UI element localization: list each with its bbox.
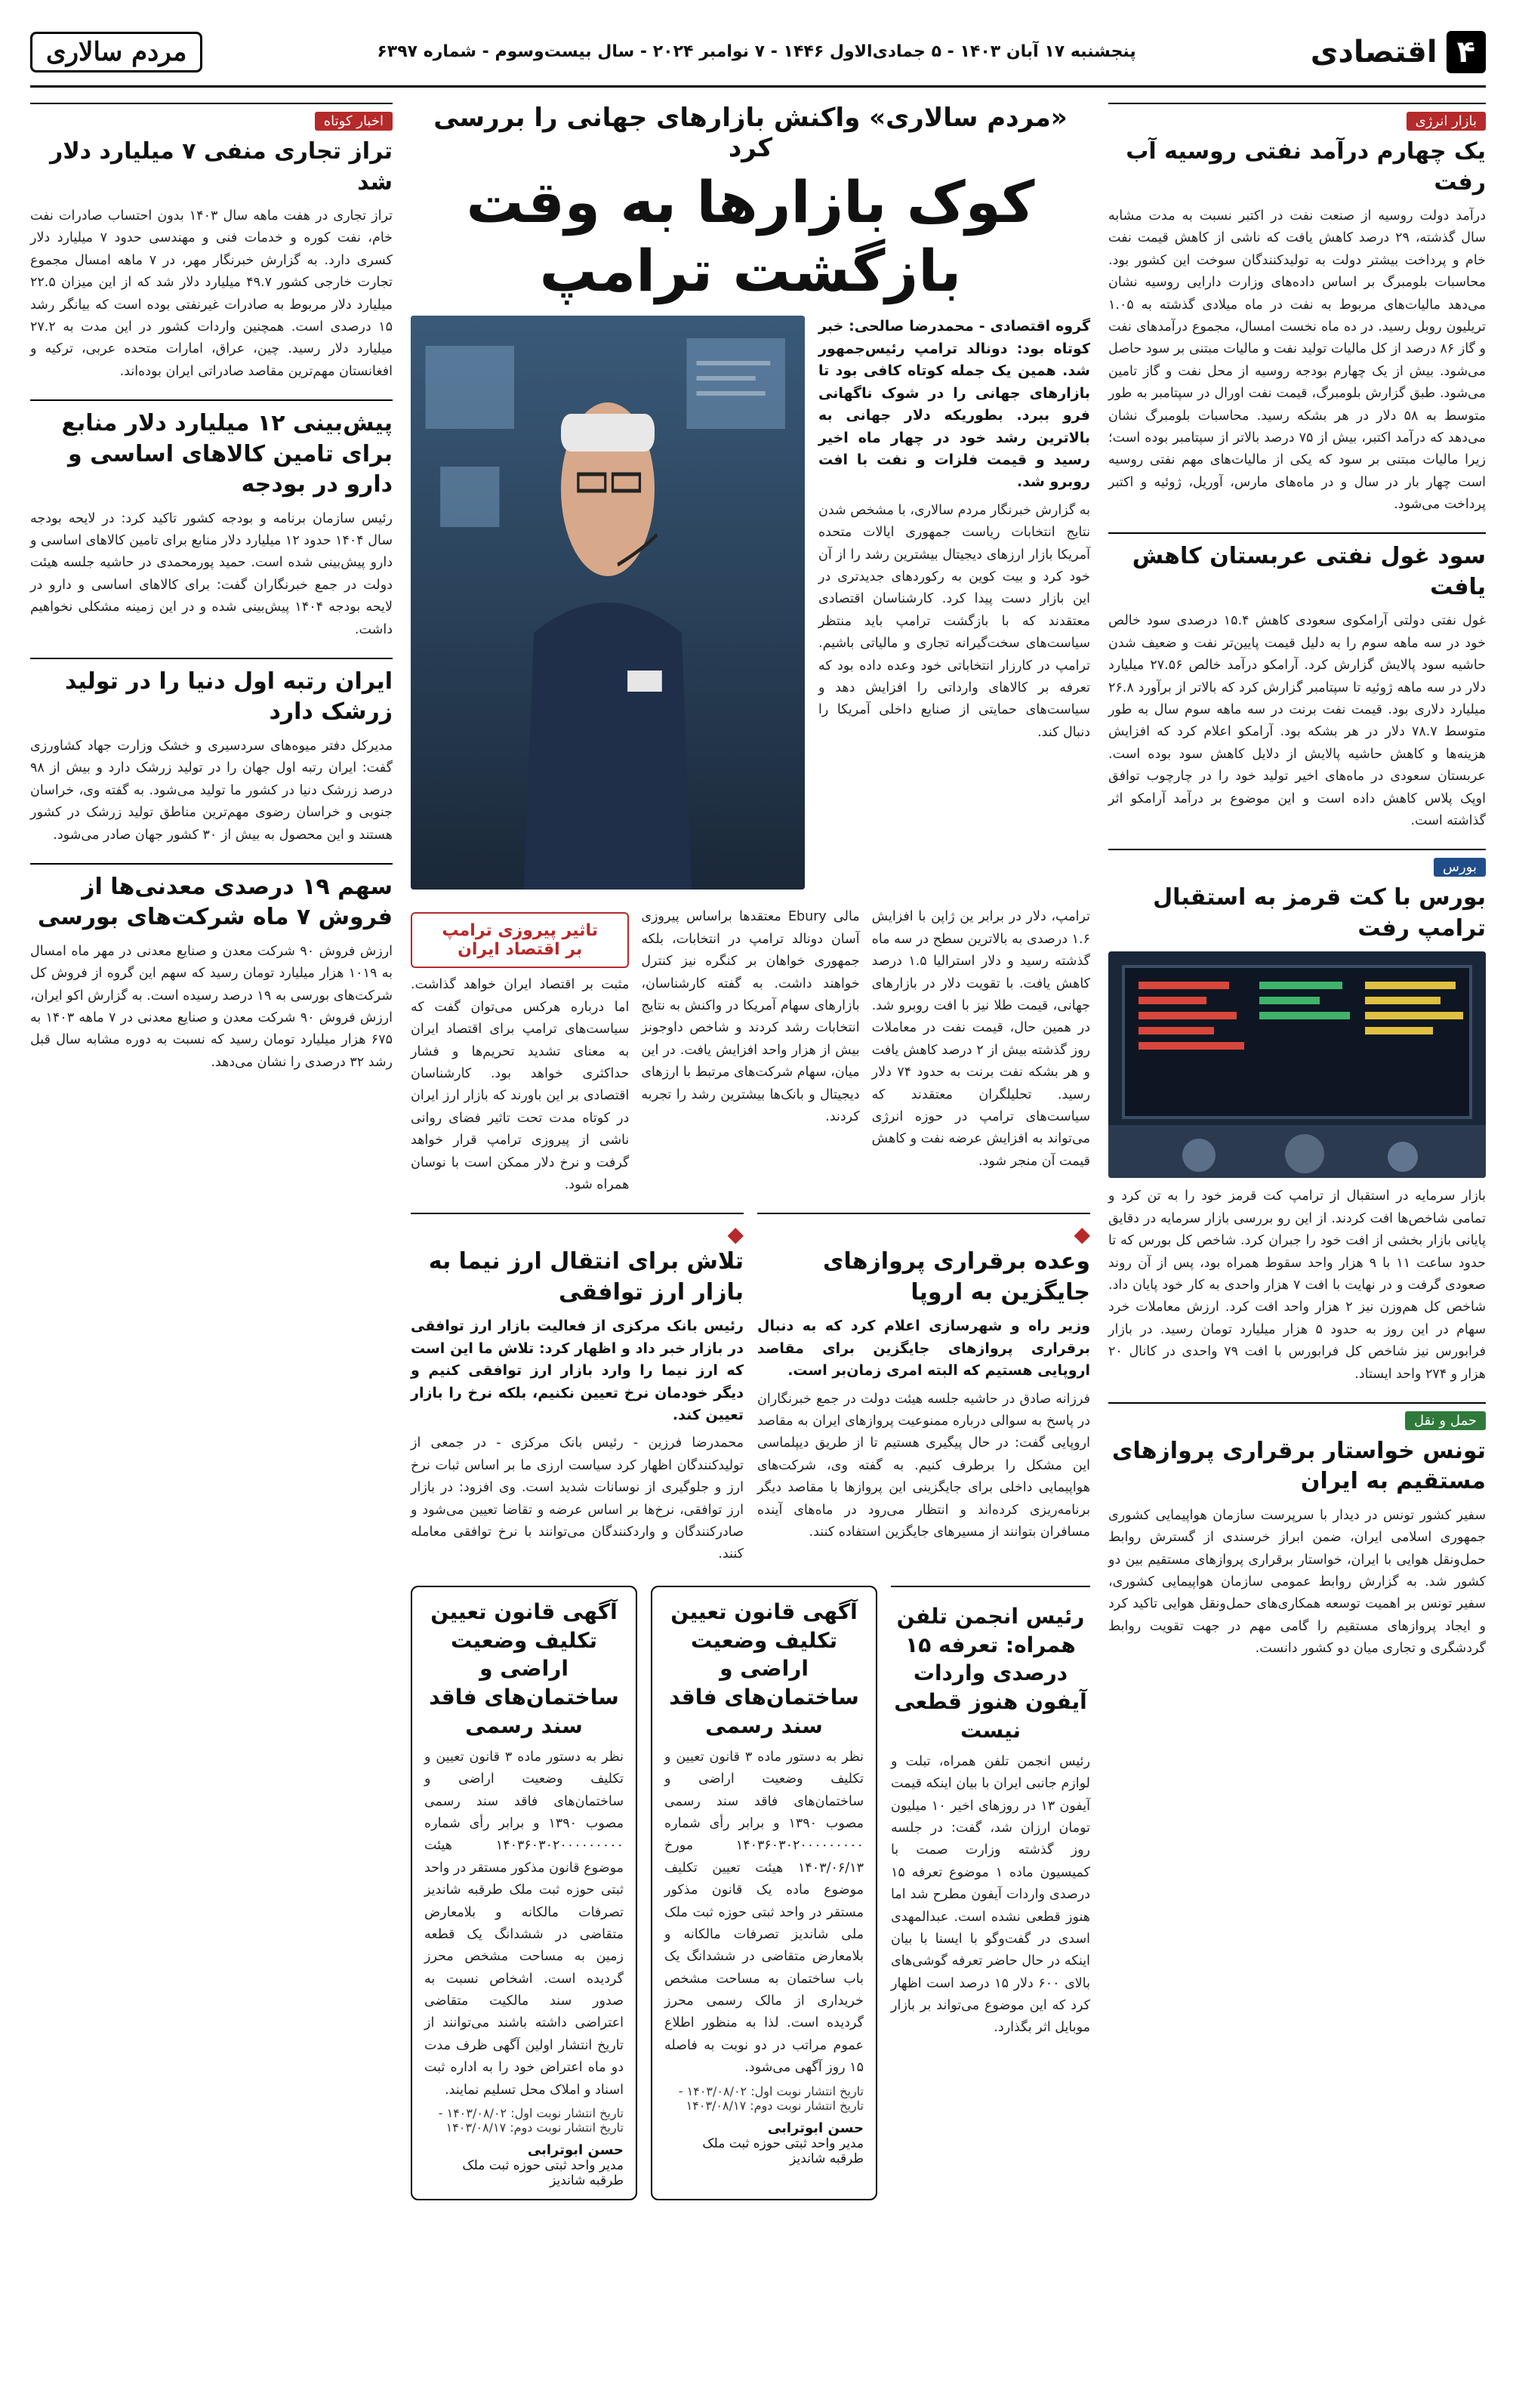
story-russia-oil: [1108, 103, 1486, 516]
notice-signatory-title: مدیر واحد ثبتی حوزه ثبت ملک طرقبه شاندیز: [702, 2135, 864, 2166]
trader-photo: [411, 316, 805, 890]
story-headline: ایران رتبه اول دنیا را در تولید زرشک دارد: [64, 668, 393, 726]
story-headline: تلاش برای انتقال ارز نیما به بازار ارز توافقی: [428, 1248, 744, 1306]
story-kicker: حمل و نقل: [1405, 1411, 1486, 1430]
lead-layout: [411, 316, 1090, 890]
story-kicker: بازار انرژی: [1407, 112, 1486, 131]
story-budget: [30, 399, 393, 641]
lead-headline: کوک بازارها به وقت بازگشت ترامپ: [466, 168, 1035, 305]
notice-title: آگهی قانون تعیین تکلیف وضعیت اراضی و ساختمان‌های فاقد سند رسمی: [429, 1599, 619, 1738]
story-headline: رئیس انجمن تلفن همراه: تعرفه ۱۵ درصدی واردات آیفون هنوز قطعی نیست: [894, 1603, 1087, 1743]
brand-logo: مردم سالاری: [30, 32, 202, 72]
bullet-icon: ◆: [727, 1222, 744, 1247]
lead-summary: گروه اقتصادی - محمدرضا صالحی: خبر کوتاه بود: دونالد ترامپ رئیس‌جمهور شد. همین یک جمله کوتاه کافی بود تا بازارهای جهانی را در شوک ناگهانی فرو ببرد. بطوریکه دلار جهانی به بالاترین رشد خود در چهار ماه اخیر رسید و قیمت فلزات و نفت با افت روبرو شد.: [818, 318, 1090, 491]
story-aramco: [1108, 532, 1486, 832]
lead-text: [818, 316, 1090, 890]
main-column: [411, 103, 1090, 2398]
subhead-title: تاثیر پیروزی ترامپ: [442, 921, 598, 941]
story-tunisia: [1108, 1402, 1486, 1660]
left-column: [30, 103, 393, 2398]
story-body: سفیر کشور تونس در دیدار با سرپرست سازمان هواپیمایی کشوری جمهوری اسلامی ایران، ضمن ابراز خرسندی از گسترش روابط حمل‌ونقل هوایی با ایران، خواستار برقراری پروازهای مستقیم بین دو کشور شد. به گزارش روابط عمومی سازمان هواپیمایی کشوری، سفیر تونس بر اهمیت توسعه همکاری‌های حمل‌ونقل هوایی تاکید کرد و ایجاد پروازهای مستقیم را گامی مهم در جهت تقویت روابط گردشگری و تجاری میان دو کشور دانست.: [1108, 1507, 1486, 1657]
legal-notice-1: [651, 1586, 877, 2200]
notice-body: نظر به دستور ماده ۳ قانون تعیین و تکلیف وضعیت اراضی و ساختمان‌های فاقد سند رسمی مصوب ۱۳۹۰ و برابر رأی شماره ۱۴۰۳۶۰۳۰۲۰۰۰۰۰۰۰۰۰ مورخ ۱۴۰۳/۰۶/۱۳ هیئت تعیین تکلیف موضوع ماده یک قانون مذکور مستقر در واحد ثبتی حوزه ثبت ملک ملی شاندیز تصرفات مالکانه و بلامعارض متقاضی در ششدانگ یک باب ساختمان به مساحت مشخص خریداری از مالک رسمی محرز گردیده است. لذا به منظور اطلاع عموم مراتب در دو نوبت به فاصله ۱۵ روز آگهی می‌شود.: [664, 1749, 864, 2076]
story-nima-fx: [411, 1213, 744, 1566]
notice-signatory: حسن ابوترابی: [527, 2142, 624, 2159]
legal-notice-2: [411, 1586, 637, 2200]
lead-continuation: [411, 906, 1090, 1196]
story-body: بازار سرمایه در استقبال از ترامپ کت قرمز خود را به تن کرد و تمامی شاخص‌ها افت کردند. از این رو بررسی بازار سرمایه در دقایق پایانی بازار بخشی از افت خود را جبران کرد. شاخص کل بورس که تا حدود ساعت ۱۱ با ۹ هزار واحد سقوط همراه بود، پس از آن روند صعودی گرفت و در نهایت با افت ۷ هزار واحدی به کار خود پایان داد. شاخص کل هم‌وزن نیز ۲ هزار واحد افت کرد. ارزش معاملات خرد سهام در این روز به حدود ۵ هزار میلیارد تومان رسید. در بازار فرابورس نیز شاخص کل فرابورس با افت ۷۹ واحدی در کانال ۲۰ هزار و ۲۷۴ واحد ایستاد.: [1108, 1189, 1486, 1382]
masthead: [30, 18, 1486, 88]
notice-signatory: حسن ابوترابی: [767, 2120, 864, 2136]
dateline: پنجشنبه ۱۷ آبان ۱۴۰۳ - ۵ جمادی‌الاول ۱۴۴۶ - ۷ نوامبر ۲۰۲۴ - سال بیست‌وسوم - شماره ۶۳۹۷: [377, 42, 1136, 61]
section-title: اقتصادی: [1310, 34, 1437, 69]
notice-body: نظر به دستور ماده ۳ قانون تعیین و تکلیف وضعیت اراضی و ساختمان‌های فاقد سند رسمی مصوب ۱۳۹۰ و برابر رأی شماره ۱۴۰۳۶۰۳۰۲۰۰۰۰۰۰۰۰۰ هیئت موضوع قانون مذکور مستقر در واحد ثبتی حوزه ثبت ملک طرقبه شاندیز تصرفات مالکانه و بلامعارض متقاضی در ششدانگ یک قطعه زمین به مساحت مشخص محرز گردیده است. اشخاص نسبت به صدور سند مالکیت متقاضی اعتراضی داشته باشند می‌توانند از تاریخ انتشار اولین آگهی ظرف مدت دو ماه اعتراض خود را به اداره ثبت اسناد و املاک محل تسلیم نمایند.: [424, 1749, 624, 2098]
story-headline: تراز تجاری منفی ۷ میلیارد دلار شد: [50, 138, 393, 196]
story-headline: وعده برقراری پروازهای جایگزین به اروپا: [822, 1248, 1090, 1306]
secondary-stories: [411, 1213, 1090, 1566]
subhead-box: [411, 912, 629, 968]
story-lead: رئیس بانک مرکزی از فعالیت بازار ارز توافقی در بازار خبر داد و اظهار کرد: تلاش ما این است که ارز نیما را وارد بازار ارز توافقی کنیم و دیگر خودمان نرخ تعیین نکنیم، بلکه نرخ را بازار تعیین کند.: [411, 1318, 744, 1424]
lead-story: [411, 103, 1090, 890]
story-body: مدیرکل دفتر میوه‌های سردسیری و خشک وزارت جهاد کشاورزی گفت: ایران رتبه اول جهان را در تولید زرشک دارد و بیش از ۹۸ درصد زرشک دنیا در کشور ما تولید می‌شود. به گفته وی، خراسان جنوبی و خراسان رضوی مهم‌ترین مناطق تولید زرشک در کشور هستند و این محصول به بیش از ۳۰ کشور جهان صادر می‌شود.: [30, 738, 393, 843]
story-body: محمدرضا فرزین - رئیس بانک مرکزی - در جمعی از تولیدکنندگان اظهار کرد سیاست ارزی ما بر اساس ثبات نرخ ارز و جلوگیری از نوسانات شدید است. وی افزود: در بازار ارز توافقی، نرخ‌ها بر اساس عرضه و تقاضا تعیین می‌شود و صادرکنندگان و واردکنندگان می‌توانند با نرخ توافقی معامله کنند.: [411, 1435, 744, 1562]
story-body: غول نفتی دولتی آرامکوی سعودی کاهش ۱۵.۴ درصدی سود خالص خود در سه ماهه سوم را به دلیل قیمت پایین‌تر نفت و ضعیف شدن حاشیه سود پالایش گزارش کرد. آرامکو درآمد خالص ۲۷.۵۶ میلیارد دلار در سه ماهه ژوئیه تا سپتامبر گزارش کرد که بالاتر از برآورد ۲۶.۸ میلیارد دلاری بود. قیمت نفت برنت در سه ماهه سوم سال به طور متوسط ۷۸.۷ دلار در هر بشکه بود. آرامکو اعلام کرد که افزایش هزینه‌ها و کاهش حاشیه پالایش از دلایل کاهش سود بوده است. عربستان سعودی در ماه‌های اخیر تولید خود را در چارچوب توافق اوپک پلاس کاهش داده است و این موضوع بر درآمد آرامکو اثر گذاشته است.: [1108, 613, 1487, 828]
story-bourse: [1108, 849, 1486, 1386]
notice-title: آگهی قانون تعیین تکلیف وضعیت اراضی و ساختمان‌های فاقد سند رسمی: [669, 1599, 859, 1738]
story-lead: وزیر راه و شهرسازی اعلام کرد که به دنبال برقراری پروازهای جایگزین برای مقاصد اروپایی هستیم که البته امری زمان‌بر است.: [757, 1318, 1090, 1380]
story-body: رئیس سازمان برنامه و بودجه کشور تاکید کرد: در لایحه بودجه سال ۱۴۰۴ حدود ۱۲ میلیارد دلار منابع برای تامین کالاهای اساسی و دارو پیش‌بینی شده است. حمید پورمحمدی در حاشیه جلسه هیئت دولت در جمع خبرنگاران گفت: برای کالاهای اساسی و دارو در لایحه بودجه ۱۴۰۴ پیش‌بینی شده و در این زمینه مشکلی نخواهیم داشت.: [29, 510, 393, 637]
subhead-sub: بر اقتصاد ایران: [458, 940, 583, 960]
article-column-1: ترامپ، دلار در برابر ین ژاپن با افزایش ۱.۶ درصدی به بالاترین سطح در سه ماه گذشته رسید و دلار استرالیا ۱.۵ درصد کاهش یافت. با تقویت دلار در بازارهای جهانی، قیمت طلا نیز با افت روبرو شد. در همین حال، قیمت نفت در معاملات روز گذشته بیش از ۲ درصد کاهش یافت و هر بشکه نفت برنت به حدود ۷۴ دلار رسید. تحلیلگران معتقدند که سیاست‌های ترامپ در حوزه انرژی می‌تواند به افزایش عرضه نفت و کاهش قیمت آن منجر شود.: [871, 909, 1090, 1169]
story-headline: یک چهارم درآمد نفتی روسیه آب رفت: [1126, 138, 1486, 196]
article-column-2: مالی Ebury معتقد‌ها براساس پیروزی آسان دونالد ترامپ در انتخابات، بلکه جمهوری خواهان بر کنگره نیز کنترل خواهند داشت. به گفته کارشناسان، بازارهای سهام آمریکا در واکنش به نتایج انتخابات رشد کردند و شاخص داوجونز بیش از هزار واحد افزایش یافت. در این میان، سهام شرکت‌های مرتبط با ارزهای دیجیتال و بانک‌ها بیشترین رشد را تجربه کردند.: [641, 909, 860, 1124]
story-headline: سود غول نفتی عربستان کاهش یافت: [1132, 543, 1486, 600]
page-number: ۴: [1447, 31, 1486, 73]
notice-signatory-title: مدیر واحد ثبتی حوزه ثبت ملک طرقبه شاندیز: [462, 2158, 624, 2189]
right-column: [1108, 103, 1486, 2398]
story-body: تراز تجاری در هفت ماهه سال ۱۴۰۳ بدون احتساب صادرات نفت خام، نفت کوره و خدمات فنی و مهندسی حدود ۷ میلیارد دلار کسری دارد. به گزارش خبرنگار مهر، در ۷ ماهه امسال مجموع تجارت خارجی کشور ۴۹.۷ میلیارد دلار شد که از این میزان ۲۲.۵ میلیارد دلار مربوط به صادرات غیرنفتی بوده است که بیانگر رشد ۱۵ درصدی است. همچنین واردات کشور در این مدت به ۲۷.۲ میلیارد دلار رسید. چین، عراق، امارات متحده عربی، ترکیه و افغانستان مهم‌ترین مقاصد صادراتی ایران بوده‌اند.: [30, 208, 393, 379]
story-body: درآمد دولت روسیه از صنعت نفت در اکتبر نسبت به مدت مشابه سال گذشته، ۲۹ درصد کاهش یافت که ناشی از کاهش قیمت نفت خام و پرداخت بیشتر دولت به تولیدکنندگان سوخت این کشور بود. محاسبات بلومبرگ بر اساس داده‌های وزارت دارایی روسیه نشان می‌دهد مالیات‌های مربوط به نفت در ماه میلادی گذشته به ۱.۰۵ تریلیون روبل رسید. در ده ماه نخست امسال، مجموع درآمدهای نفت و گاز ۸۶ درصد از کل مالیات تولید نفت و مالیات مبتنی بر سود حاصل می‌شود. بیش از یک چهارم بودجه روسیه از محل نفت و گاز تامین می‌شود. طبق گزارش بلومبرگ، قیمت نفت اورال در سپتامبر به طور متوسط به ۵۸ دلار در هر بشکه رسید. محاسبات بلومبرگ نشان می‌دهد که درآمد اکتبر، بیش از ۷۵ درصد بالاتر از سپتامبر بوده است؛ زیرا مالیات مبتنی بر سود که یکی از مالیات‌های مهم نفتی روسیه است چهار بار در سال و در ماه‌های مارس، آوریل، ژوئیه و اکتبر پرداخت می‌شود.: [1108, 208, 1486, 513]
notices-row: [411, 1586, 1090, 2200]
story-flights-europe: [757, 1213, 1090, 1566]
story-mobile-tariff: [891, 1586, 1090, 2200]
lead-teaser: «مردم سالاری» واکنش بازارهای جهانی را بررسی کرد: [433, 103, 1068, 163]
story-body: رئیس انجمن تلفن همراه، تبلت و لوازم جانبی ایران با بیان اینکه قیمت آیفون ۱۳ در روزهای اخیر ۱۰ میلیون تومان ارزان شد، گفت: در جلسه روز گذشته وزارت صمت با کمیسیون ماده ۱ موضوع تعرفه ۱۵ درصدی واردات آیفون مطرح شد اما هنوز قطعی نشده است. عبدالمهدی اسدی در گفت‌وگو با ایسنا با بیان اینکه در حال حاضر تعرفه گوشی‌های بالای ۶۰۰ دلار ۱۵ درصد است اظهار کرد که این موضوع می‌تواند بر بازار موبایل اثر بگذارد.: [891, 1753, 1090, 2036]
story-headline: پیش‌بینی ۱۲ میلیارد دلار منابع برای تامین کالاهای اساسی و دارو در بودجه: [61, 410, 393, 498]
story-body: ارزش فروش ۹۰ شرکت معدن و صنایع معدنی در مهر ماه امسال به ۱۰۱۹ هزار میلیارد تومان رسید که سهم این گروه از فروش کل شرکت‌های بورسی به ۱۹ درصد رسیده است. به گزارش اکو ایران، ارزش فروش ۹۰ شرکت معدن و صنایع معدنی در ۷ ماهه ۱۴۰۳ به ۶۷۵ هزار میلیارد تومان رسید که نسبت به دوره مشابه سال قبل رشد ۳۲ درصدی را نشان می‌دهد.: [30, 943, 393, 1070]
story-body: فرزانه صادق در حاشیه جلسه هیئت دولت در جمع خبرنگاران در پاسخ به سوالی درباره ممنوعیت پروازهای ایران به مقاصد اروپایی گفت: در حال پیگیری هستیم تا از طریق دیپلماسی این مشکل را برطرف کنیم. به گفته وی، شرکت‌های هواپیمایی داخلی برای جایگزینی این پروازها با مقاصد دیگر برنامه‌ریزی کرده‌اند و انتظار می‌رود در ماه‌های آینده مسافران بتوانند از مسیرهای جایگزین استفاده کنند.: [757, 1391, 1090, 1540]
lead-body: به گزارش خبرنگار مردم سالاری، با مشخص شدن نتایج انتخابات ریاست جمهوری ایالات متحده آمریکا بازار ارزهای دیجیتال بیشترین رشد را از آن خود کرد و بیت کوین به رکوردهای جدیدتری در این بازار دست پیدا کرد. کارشناسان اقتصادی معتقدند که با بازگشت ترامپ باید منتظر سیاست‌های سخت‌گیرانه تجاری و مالیاتی باشیم. ترامپ در کارزار انتخاباتی خود وعده داده بود که تعرفه بر کالاهای وارداتی را افزایش دهد و سیاست‌های حمایتی از صنایع داخلی آمریکا را دنبال کند.: [818, 502, 1090, 740]
story-trade-balance: [30, 103, 393, 383]
story-mining: [30, 863, 393, 1074]
trader-image: [411, 316, 805, 890]
story-barberry: [30, 658, 393, 846]
stock-board-photo: [1108, 951, 1486, 1178]
article-column-3: مثبت بر اقتصاد ایران خواهد گذاشت. اما درباره هرکس می‌توان گفت که سیاست‌های ترامپ برای اقتصاد ایران به معنای تشدید تحریم‌ها و فشار حداکثری خواهد بود. کارشناسان اقتصادی بر این باورند که بازار ارز ایران در کوتاه مدت تحت تاثیر فضای روانی ناشی از پیروزی ترامپ قرار خواهد گرفت و نرخ دلار ممکن است با نوسان همراه شود.: [411, 977, 630, 1192]
stock-board-image: [1108, 951, 1486, 1178]
bullet-icon: ◆: [1074, 1222, 1090, 1247]
notice-dates: تاریخ انتشار نوبت اول: ۱۴۰۳/۰۸/۰۲ - تاریخ انتشار نوبت دوم: ۱۴۰۳/۰۸/۱۷: [678, 2083, 864, 2113]
page-columns: [30, 103, 1486, 2398]
story-headline: سهم ۱۹ درصدی معدنی‌ها از فروش ۷ ماه شرکت‌های بورسی: [37, 873, 393, 931]
section-header: [1311, 31, 1486, 73]
story-headline: تونس خواستار برقراری پروازهای مستقیم به ایران: [1111, 1437, 1486, 1495]
notice-dates: تاریخ انتشار نوبت اول: ۱۴۰۳/۰۸/۰۲ - تاریخ انتشار نوبت دوم: ۱۴۰۳/۰۸/۱۷: [438, 2106, 624, 2135]
article-column-3-wrap: [411, 906, 629, 1196]
story-kicker: اخبار کوتاه: [315, 112, 393, 131]
story-headline: بورس با کت قرمز به استقبال ترامپ رفت: [1153, 884, 1486, 942]
story-kicker: بورس: [1434, 858, 1486, 877]
